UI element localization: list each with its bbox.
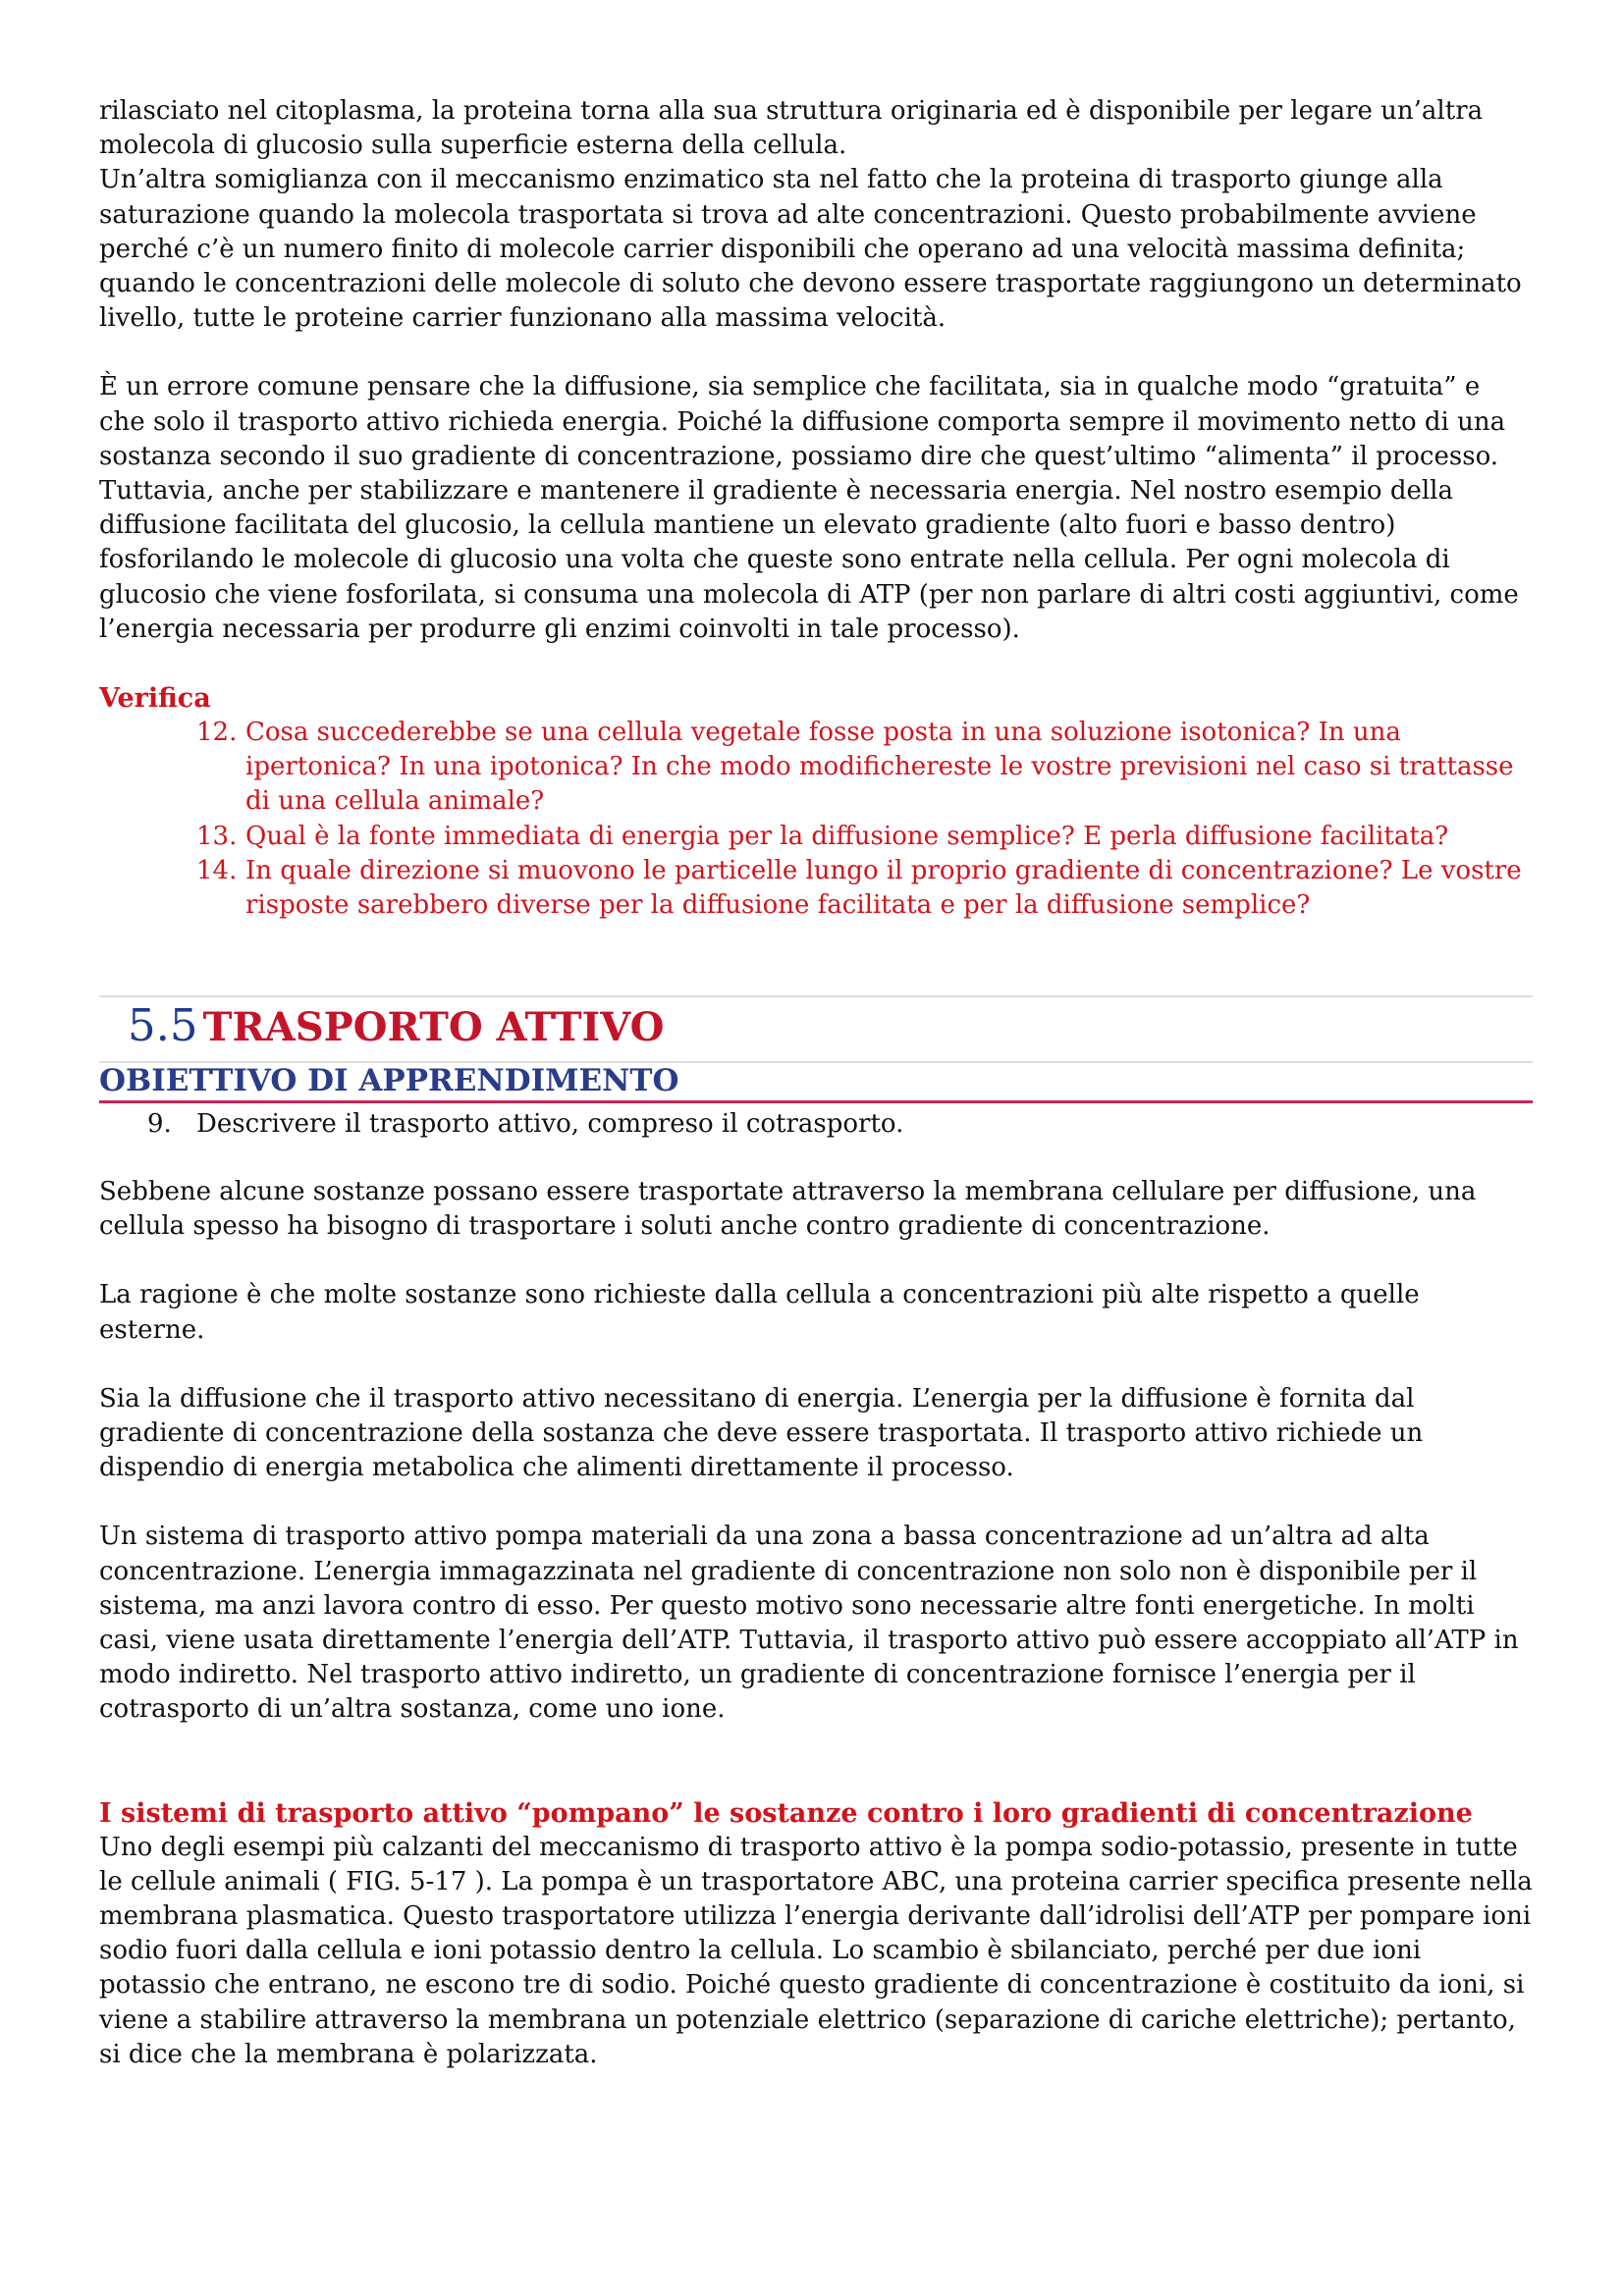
paragraph-sodium-potassium-pump: Uno degli esempi più calzanti del meccanismo di trasporto attivo è la pompa sodio-potassio, presente in tutte le cellule animali ( FIG. 5-17 ). La pompa è un trasportatore ABC, una proteina carrier specifica presente nella membrana plasmatica. Questo trasportatore utilizza l’energia derivante dall’idrolisi dell’ATP per pompare ioni sodio fuori dalla cellula e ioni potassio dentro la cellula. Lo scambio è sbilanciato, perché per due ioni potassio che entrano, ne escono tre di sodio. Poiché questo gradiente di concentrazione è costituito da ioni, si viene a stabilire attraverso la membrana un potenziale elettrico (separazione di cariche elettriche); pertanto, si dice che la membrana è polarizzata. (99, 1832, 1533, 2069)
subsection-heading: I sistemi di trasporto attivo “pompano” le sostanze contro i loro gradienti di concentrazione (99, 1797, 1473, 1829)
verifica-question: 14. In quale direzione si muovono le particelle lungo il proprio gradiente di concentrazione? Le vostre risposte sarebbero diverse per la diffusione facilitata e per la diffusione semplice? (196, 855, 1522, 921)
section-title (128, 999, 664, 1051)
paragraph-diffusion-energy: È un errore comune pensare che la diffusione, sia semplice che facilitata, sia in qualche modo “gratuita” e che solo il trasporto attivo richieda energia. Poiché la diffusione comporta sempre il movimento netto di una sostanza secondo il suo gradiente di concentrazione, possiamo dire che quest’ultimo “alimenta” il processo. Tuttavia, anche per stabilizzare e mantenere il gradiente è necessaria energia. Nel nostro esempio della diffusione facilitata del glucosio, la cellula mantiene un elevato gradiente (alto fuori e basso dentro) fosforilando le molecole di glucosio una volta che queste sono entrate nella cellula. Per ogni molecola di glucosio che viene fosforilata, si consuma una molecola di ATP (per non parlare di altri costi aggiuntivi, come l’energia necessaria per produrre gli enzimi coinvolti in tale processo). (99, 372, 1519, 644)
page-upper (99, 94, 1533, 923)
paragraph-saturation: Un’altra somiglianza con il meccanismo enzimatico sta nel fatto che la proteina di trasporto giunge alla saturazione quando la molecola trasportata si trova ad alte concentrazioni. Questo probabilmente avviene perché c’è un numero finito di molecole carrier disponibili che operano ad una velocità massima definita; quando le concentrazioni delle molecole di soluto che devono essere trasportate raggiungono un determinato livello, tutte le proteine carrier funzionano alla massima velocità. (99, 165, 1522, 334)
section-divider-top (99, 995, 1533, 997)
objective-heading: OBIETTIVO DI APPRENDIMENTO (99, 1063, 679, 1098)
page-lower (99, 1175, 1533, 2072)
paragraph-against-gradient: Sebbene alcune sostanze possano essere trasportate attraverso la membrana cellulare per diffusione, una cellula spesso ha bisogno di trasportare i soluti anche contro gradiente di concentrazione. (99, 1177, 1477, 1242)
paragraph-reason: La ragione è che molte sostanze sono richieste dalla cellula a concentrazioni più alte rispetto a quelle esterne. (99, 1280, 1420, 1345)
paragraph-active-system: Un sistema di trasporto attivo pompa materiali da una zona a bassa concentrazione ad un’altra ad alta concentrazione. L’energia immagazzinata nel gradiente di concentrazione non solo non è disponibile per il sistema, ma anzi lavora contro di esso. Per questo motivo sono necessarie altre fonti energetiche. In molti casi, viene usata direttamente l’energia dell’ATP. Tuttavia, il trasporto attivo può essere accoppiato all’ATP in modo indiretto. Nel trasporto attivo indiretto, un gradiente di concentrazione fornisce l’energia per il cotrasporto di un’altra sostanza, come uno ione. (99, 1522, 1519, 1725)
objective-item: 9. Descrivere il trasporto attivo, compreso il cotrasporto. (147, 1109, 904, 1139)
verifica-heading: Verifica (99, 683, 211, 715)
verifica-question: 13. Qual è la fonte immediata di energia per la diffusione semplice? E perla diffusione facilitata? (196, 821, 1449, 851)
verifica-question-list (99, 716, 1533, 923)
section-number: 5.5 (128, 999, 198, 1051)
paragraph-glucose-release: rilasciato nel citoplasma, la proteina torna alla sua struttura originaria ed è disponibile per legare un’altra molecola di glucosio sulla superficie esterna della cellula. (99, 96, 1484, 161)
paragraph-energy-both: Sia la diffusione che il trasporto attivo necessitano di energia. L’energia per la diffusione è fornita dal gradiente di concentrazione della sostanza che deve essere trasportata. Il trasporto attivo richiede un dispendio di energia metabolica che alimenti direttamente il processo. (99, 1383, 1424, 1483)
objective-underline (99, 1100, 1533, 1103)
verifica-question: 12. Cosa succederebbe se una cellula vegetale fosse posta in una soluzione isotonica? In una ipertonica? In una ipotonica? In che modo modifichereste le vostre previsioni nel caso si trattasse di una cellula animale? (196, 718, 1514, 817)
section-name: TRASPORTO ATTIVO (202, 1004, 665, 1050)
